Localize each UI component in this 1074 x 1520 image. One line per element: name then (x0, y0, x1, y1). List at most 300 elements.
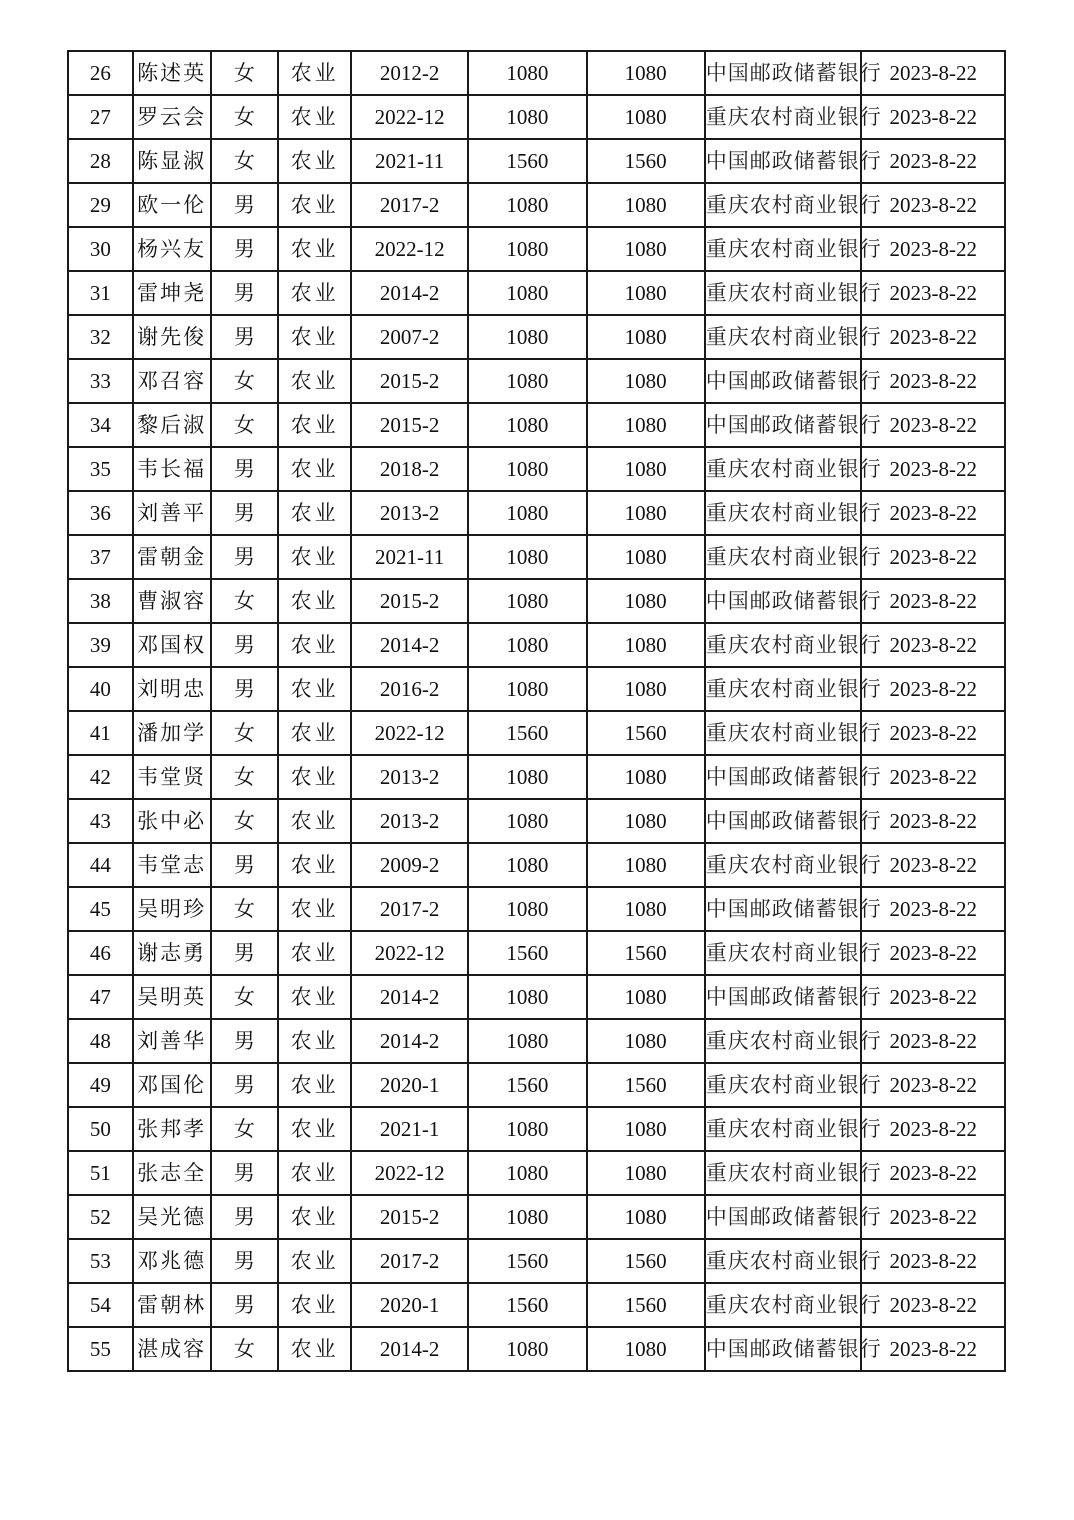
cell-name: 张志全 (133, 1151, 211, 1195)
cell-serial-number: 29 (68, 183, 133, 227)
cell-name: 张中必 (133, 799, 211, 843)
cell-amount-paid: 1080 (587, 183, 705, 227)
cell-bank: 重庆农村商业银行 (705, 271, 862, 315)
cell-start-date: 2017-2 (351, 183, 468, 227)
cell-bank: 重庆农村商业银行 (705, 95, 862, 139)
cell-start-date: 2015-2 (351, 359, 468, 403)
cell-bank: 重庆农村商业银行 (705, 711, 862, 755)
table-row (68, 315, 1005, 359)
table-row (68, 447, 1005, 491)
cell-name: 谢先俊 (133, 315, 211, 359)
cell-amount-paid: 1080 (587, 975, 705, 1019)
cell-amount-paid: 1560 (587, 711, 705, 755)
cell-name: 谢志勇 (133, 931, 211, 975)
cell-gender: 男 (211, 667, 279, 711)
cell-gender: 女 (211, 139, 279, 183)
cell-payment-date: 2023-8-22 (861, 139, 1005, 183)
table-row (68, 1063, 1005, 1107)
table-row (68, 1283, 1005, 1327)
cell-gender: 男 (211, 1151, 279, 1195)
cell-bank: 中国邮政储蓄银行 (705, 887, 862, 931)
cell-amount-paid: 1080 (587, 1151, 705, 1195)
cell-bank: 重庆农村商业银行 (705, 667, 862, 711)
table-row (68, 139, 1005, 183)
cell-amount-standard: 1080 (468, 1151, 586, 1195)
cell-start-date: 2009-2 (351, 843, 468, 887)
cell-bank: 中国邮政储蓄银行 (705, 1327, 862, 1371)
cell-gender: 男 (211, 1239, 279, 1283)
cell-payment-date: 2023-8-22 (861, 403, 1005, 447)
cell-start-date: 2022-12 (351, 95, 468, 139)
table-row (68, 183, 1005, 227)
cell-payment-date: 2023-8-22 (861, 95, 1005, 139)
cell-name: 雷朝林 (133, 1283, 211, 1327)
cell-amount-paid: 1560 (587, 1239, 705, 1283)
cell-start-date: 2007-2 (351, 315, 468, 359)
cell-start-date: 2014-2 (351, 1019, 468, 1063)
cell-amount-paid: 1080 (587, 843, 705, 887)
cell-bank: 中国邮政储蓄银行 (705, 799, 862, 843)
cell-gender: 男 (211, 447, 279, 491)
cell-payment-date: 2023-8-22 (861, 1195, 1005, 1239)
cell-industry: 农业 (278, 1327, 351, 1371)
cell-amount-paid: 1080 (587, 667, 705, 711)
table-row (68, 975, 1005, 1019)
cell-start-date: 2021-11 (351, 535, 468, 579)
table-row (68, 711, 1005, 755)
cell-payment-date: 2023-8-22 (861, 535, 1005, 579)
cell-start-date: 2013-2 (351, 755, 468, 799)
table-row (68, 887, 1005, 931)
table-row (68, 1327, 1005, 1371)
cell-industry: 农业 (278, 315, 351, 359)
cell-amount-paid: 1080 (587, 447, 705, 491)
cell-amount-paid: 1080 (587, 1195, 705, 1239)
cell-amount-standard: 1080 (468, 755, 586, 799)
cell-payment-date: 2023-8-22 (861, 887, 1005, 931)
cell-industry: 农业 (278, 975, 351, 1019)
cell-gender: 男 (211, 1019, 279, 1063)
cell-gender: 女 (211, 887, 279, 931)
cell-serial-number: 43 (68, 799, 133, 843)
cell-industry: 农业 (278, 359, 351, 403)
cell-name: 罗云会 (133, 95, 211, 139)
cell-amount-paid: 1080 (587, 1107, 705, 1151)
cell-amount-paid: 1080 (587, 227, 705, 271)
table-row (68, 535, 1005, 579)
cell-start-date: 2014-2 (351, 1327, 468, 1371)
cell-amount-paid: 1080 (587, 1019, 705, 1063)
cell-bank: 重庆农村商业银行 (705, 623, 862, 667)
cell-amount-paid: 1560 (587, 1063, 705, 1107)
cell-payment-date: 2023-8-22 (861, 1063, 1005, 1107)
table-row (68, 1019, 1005, 1063)
cell-industry: 农业 (278, 139, 351, 183)
cell-name: 陈显淑 (133, 139, 211, 183)
cell-gender: 女 (211, 711, 279, 755)
cell-serial-number: 42 (68, 755, 133, 799)
cell-gender: 女 (211, 975, 279, 1019)
cell-start-date: 2017-2 (351, 1239, 468, 1283)
cell-amount-paid: 1080 (587, 535, 705, 579)
cell-gender: 男 (211, 1195, 279, 1239)
roster-table (67, 50, 1006, 1372)
cell-serial-number: 26 (68, 51, 133, 95)
cell-industry: 农业 (278, 183, 351, 227)
cell-start-date: 2017-2 (351, 887, 468, 931)
cell-amount-paid: 1080 (587, 403, 705, 447)
cell-payment-date: 2023-8-22 (861, 1151, 1005, 1195)
cell-serial-number: 41 (68, 711, 133, 755)
cell-industry: 农业 (278, 1063, 351, 1107)
cell-name: 杨兴友 (133, 227, 211, 271)
cell-start-date: 2012-2 (351, 51, 468, 95)
cell-serial-number: 48 (68, 1019, 133, 1063)
cell-amount-standard: 1080 (468, 667, 586, 711)
cell-amount-paid: 1560 (587, 139, 705, 183)
cell-amount-paid: 1080 (587, 315, 705, 359)
cell-bank: 重庆农村商业银行 (705, 1283, 862, 1327)
table-row (68, 403, 1005, 447)
table-row (68, 1239, 1005, 1283)
table-row (68, 271, 1005, 315)
cell-serial-number: 38 (68, 579, 133, 623)
cell-payment-date: 2023-8-22 (861, 667, 1005, 711)
cell-serial-number: 52 (68, 1195, 133, 1239)
cell-amount-standard: 1080 (468, 359, 586, 403)
cell-gender: 女 (211, 579, 279, 623)
cell-industry: 农业 (278, 931, 351, 975)
cell-payment-date: 2023-8-22 (861, 491, 1005, 535)
cell-serial-number: 35 (68, 447, 133, 491)
cell-gender: 男 (211, 227, 279, 271)
cell-bank: 重庆农村商业银行 (705, 843, 862, 887)
cell-serial-number: 33 (68, 359, 133, 403)
cell-amount-standard: 1560 (468, 139, 586, 183)
cell-payment-date: 2023-8-22 (861, 1107, 1005, 1151)
cell-amount-standard: 1080 (468, 447, 586, 491)
cell-name: 潘加学 (133, 711, 211, 755)
cell-payment-date: 2023-8-22 (861, 711, 1005, 755)
cell-name: 邓国伦 (133, 1063, 211, 1107)
cell-amount-paid: 1080 (587, 271, 705, 315)
cell-bank: 中国邮政储蓄银行 (705, 755, 862, 799)
table-row (68, 1151, 1005, 1195)
cell-industry: 农业 (278, 1239, 351, 1283)
cell-industry: 农业 (278, 755, 351, 799)
cell-bank: 中国邮政储蓄银行 (705, 51, 862, 95)
cell-amount-standard: 1560 (468, 1063, 586, 1107)
cell-bank: 重庆农村商业银行 (705, 1151, 862, 1195)
cell-name: 刘善平 (133, 491, 211, 535)
cell-start-date: 2021-1 (351, 1107, 468, 1151)
cell-industry: 农业 (278, 1107, 351, 1151)
cell-amount-standard: 1080 (468, 579, 586, 623)
cell-gender: 男 (211, 271, 279, 315)
table-row (68, 491, 1005, 535)
cell-amount-standard: 1080 (468, 95, 586, 139)
cell-bank: 中国邮政储蓄银行 (705, 359, 862, 403)
table-row (68, 623, 1005, 667)
cell-industry: 农业 (278, 667, 351, 711)
cell-industry: 农业 (278, 535, 351, 579)
cell-payment-date: 2023-8-22 (861, 755, 1005, 799)
cell-name: 吴明珍 (133, 887, 211, 931)
cell-serial-number: 30 (68, 227, 133, 271)
cell-bank: 中国邮政储蓄银行 (705, 139, 862, 183)
cell-gender: 女 (211, 1107, 279, 1151)
cell-serial-number: 40 (68, 667, 133, 711)
cell-amount-standard: 1080 (468, 315, 586, 359)
cell-bank: 中国邮政储蓄银行 (705, 579, 862, 623)
table-row (68, 667, 1005, 711)
cell-payment-date: 2023-8-22 (861, 1019, 1005, 1063)
cell-bank: 重庆农村商业银行 (705, 931, 862, 975)
cell-bank: 重庆农村商业银行 (705, 447, 862, 491)
table-row (68, 1195, 1005, 1239)
roster-table-body (68, 51, 1005, 1371)
cell-serial-number: 51 (68, 1151, 133, 1195)
table-row (68, 799, 1005, 843)
cell-amount-paid: 1080 (587, 359, 705, 403)
cell-start-date: 2015-2 (351, 1195, 468, 1239)
cell-amount-standard: 1080 (468, 1107, 586, 1151)
cell-amount-paid: 1080 (587, 799, 705, 843)
cell-name: 韦长福 (133, 447, 211, 491)
cell-gender: 女 (211, 403, 279, 447)
cell-start-date: 2022-12 (351, 227, 468, 271)
cell-bank: 重庆农村商业银行 (705, 491, 862, 535)
cell-payment-date: 2023-8-22 (861, 1283, 1005, 1327)
cell-name: 邓召容 (133, 359, 211, 403)
table-row (68, 359, 1005, 403)
cell-start-date: 2015-2 (351, 579, 468, 623)
cell-gender: 男 (211, 1283, 279, 1327)
cell-name: 韦堂志 (133, 843, 211, 887)
cell-amount-standard: 1080 (468, 183, 586, 227)
cell-gender: 女 (211, 51, 279, 95)
cell-amount-standard: 1560 (468, 1283, 586, 1327)
cell-bank: 中国邮政储蓄银行 (705, 975, 862, 1019)
cell-industry: 农业 (278, 887, 351, 931)
cell-payment-date: 2023-8-22 (861, 359, 1005, 403)
cell-industry: 农业 (278, 403, 351, 447)
cell-industry: 农业 (278, 711, 351, 755)
cell-name: 韦堂贤 (133, 755, 211, 799)
cell-amount-paid: 1080 (587, 579, 705, 623)
cell-payment-date: 2023-8-22 (861, 227, 1005, 271)
cell-bank: 重庆农村商业银行 (705, 227, 862, 271)
cell-start-date: 2018-2 (351, 447, 468, 491)
cell-start-date: 2016-2 (351, 667, 468, 711)
cell-gender: 女 (211, 799, 279, 843)
cell-amount-standard: 1080 (468, 843, 586, 887)
cell-gender: 男 (211, 623, 279, 667)
cell-amount-paid: 1080 (587, 95, 705, 139)
cell-gender: 男 (211, 183, 279, 227)
cell-payment-date: 2023-8-22 (861, 975, 1005, 1019)
cell-amount-standard: 1080 (468, 227, 586, 271)
cell-serial-number: 46 (68, 931, 133, 975)
cell-name: 邓兆德 (133, 1239, 211, 1283)
cell-amount-paid: 1080 (587, 623, 705, 667)
cell-amount-standard: 1080 (468, 51, 586, 95)
cell-gender: 男 (211, 535, 279, 579)
cell-serial-number: 36 (68, 491, 133, 535)
cell-serial-number: 53 (68, 1239, 133, 1283)
cell-bank: 重庆农村商业银行 (705, 183, 862, 227)
cell-payment-date: 2023-8-22 (861, 183, 1005, 227)
cell-bank: 重庆农村商业银行 (705, 535, 862, 579)
cell-gender: 女 (211, 95, 279, 139)
cell-bank: 重庆农村商业银行 (705, 1063, 862, 1107)
cell-serial-number: 47 (68, 975, 133, 1019)
table-row (68, 755, 1005, 799)
cell-amount-standard: 1080 (468, 799, 586, 843)
cell-amount-standard: 1080 (468, 271, 586, 315)
cell-name: 刘明忠 (133, 667, 211, 711)
cell-industry: 农业 (278, 623, 351, 667)
cell-industry: 农业 (278, 1151, 351, 1195)
cell-gender: 女 (211, 755, 279, 799)
cell-industry: 农业 (278, 1019, 351, 1063)
cell-name: 张邦孝 (133, 1107, 211, 1151)
cell-amount-standard: 1080 (468, 1019, 586, 1063)
cell-gender: 女 (211, 359, 279, 403)
cell-gender: 男 (211, 1063, 279, 1107)
cell-industry: 农业 (278, 51, 351, 95)
cell-start-date: 2022-12 (351, 1151, 468, 1195)
cell-serial-number: 54 (68, 1283, 133, 1327)
table-row (68, 1107, 1005, 1151)
cell-serial-number: 55 (68, 1327, 133, 1371)
cell-serial-number: 28 (68, 139, 133, 183)
cell-industry: 农业 (278, 491, 351, 535)
cell-name: 雷坤尧 (133, 271, 211, 315)
cell-amount-standard: 1560 (468, 1239, 586, 1283)
cell-amount-standard: 1080 (468, 491, 586, 535)
table-row (68, 931, 1005, 975)
cell-bank: 中国邮政储蓄银行 (705, 403, 862, 447)
cell-industry: 农业 (278, 1195, 351, 1239)
cell-industry: 农业 (278, 579, 351, 623)
cell-payment-date: 2023-8-22 (861, 579, 1005, 623)
cell-amount-paid: 1080 (587, 491, 705, 535)
cell-amount-paid: 1080 (587, 887, 705, 931)
cell-payment-date: 2023-8-22 (861, 51, 1005, 95)
cell-industry: 农业 (278, 227, 351, 271)
cell-payment-date: 2023-8-22 (861, 271, 1005, 315)
cell-serial-number: 44 (68, 843, 133, 887)
table-row (68, 579, 1005, 623)
cell-amount-paid: 1560 (587, 931, 705, 975)
cell-start-date: 2020-1 (351, 1063, 468, 1107)
cell-industry: 农业 (278, 271, 351, 315)
cell-payment-date: 2023-8-22 (861, 799, 1005, 843)
cell-amount-standard: 1560 (468, 711, 586, 755)
cell-amount-standard: 1080 (468, 403, 586, 447)
cell-amount-paid: 1080 (587, 1327, 705, 1371)
cell-bank: 重庆农村商业银行 (705, 1239, 862, 1283)
cell-amount-standard: 1080 (468, 1327, 586, 1371)
cell-gender: 男 (211, 315, 279, 359)
cell-start-date: 2015-2 (351, 403, 468, 447)
cell-start-date: 2014-2 (351, 975, 468, 1019)
cell-payment-date: 2023-8-22 (861, 623, 1005, 667)
cell-name: 欧一伦 (133, 183, 211, 227)
cell-serial-number: 34 (68, 403, 133, 447)
cell-start-date: 2021-11 (351, 139, 468, 183)
cell-amount-standard: 1080 (468, 535, 586, 579)
cell-start-date: 2022-12 (351, 931, 468, 975)
cell-payment-date: 2023-8-22 (861, 843, 1005, 887)
cell-industry: 农业 (278, 799, 351, 843)
cell-amount-standard: 1080 (468, 623, 586, 667)
cell-industry: 农业 (278, 1283, 351, 1327)
table-row (68, 227, 1005, 271)
cell-payment-date: 2023-8-22 (861, 931, 1005, 975)
cell-bank: 重庆农村商业银行 (705, 1019, 862, 1063)
cell-serial-number: 27 (68, 95, 133, 139)
cell-bank: 中国邮政储蓄银行 (705, 1195, 862, 1239)
cell-payment-date: 2023-8-22 (861, 1327, 1005, 1371)
cell-industry: 农业 (278, 95, 351, 139)
cell-name: 湛成容 (133, 1327, 211, 1371)
cell-industry: 农业 (278, 843, 351, 887)
cell-serial-number: 37 (68, 535, 133, 579)
cell-name: 刘善华 (133, 1019, 211, 1063)
cell-amount-standard: 1080 (468, 1195, 586, 1239)
cell-name: 陈述英 (133, 51, 211, 95)
cell-payment-date: 2023-8-22 (861, 315, 1005, 359)
cell-name: 吴光德 (133, 1195, 211, 1239)
table-row (68, 843, 1005, 887)
cell-name: 邓国权 (133, 623, 211, 667)
cell-gender: 女 (211, 1327, 279, 1371)
cell-gender: 男 (211, 843, 279, 887)
cell-serial-number: 39 (68, 623, 133, 667)
cell-amount-standard: 1080 (468, 975, 586, 1019)
cell-amount-standard: 1080 (468, 887, 586, 931)
cell-serial-number: 45 (68, 887, 133, 931)
cell-start-date: 2014-2 (351, 271, 468, 315)
cell-payment-date: 2023-8-22 (861, 447, 1005, 491)
cell-serial-number: 31 (68, 271, 133, 315)
cell-amount-standard: 1560 (468, 931, 586, 975)
table-row (68, 95, 1005, 139)
cell-bank: 重庆农村商业银行 (705, 315, 862, 359)
cell-serial-number: 50 (68, 1107, 133, 1151)
cell-serial-number: 32 (68, 315, 133, 359)
cell-industry: 农业 (278, 447, 351, 491)
cell-payment-date: 2023-8-22 (861, 1239, 1005, 1283)
cell-amount-paid: 1080 (587, 51, 705, 95)
cell-start-date: 2014-2 (351, 623, 468, 667)
cell-start-date: 2013-2 (351, 799, 468, 843)
cell-name: 雷朝金 (133, 535, 211, 579)
cell-gender: 男 (211, 931, 279, 975)
cell-amount-paid: 1080 (587, 755, 705, 799)
cell-name: 吴明英 (133, 975, 211, 1019)
table-row (68, 51, 1005, 95)
cell-start-date: 2013-2 (351, 491, 468, 535)
cell-bank: 重庆农村商业银行 (705, 1107, 862, 1151)
cell-name: 黎后淑 (133, 403, 211, 447)
cell-gender: 男 (211, 491, 279, 535)
cell-serial-number: 49 (68, 1063, 133, 1107)
cell-amount-paid: 1560 (587, 1283, 705, 1327)
cell-name: 曹淑容 (133, 579, 211, 623)
